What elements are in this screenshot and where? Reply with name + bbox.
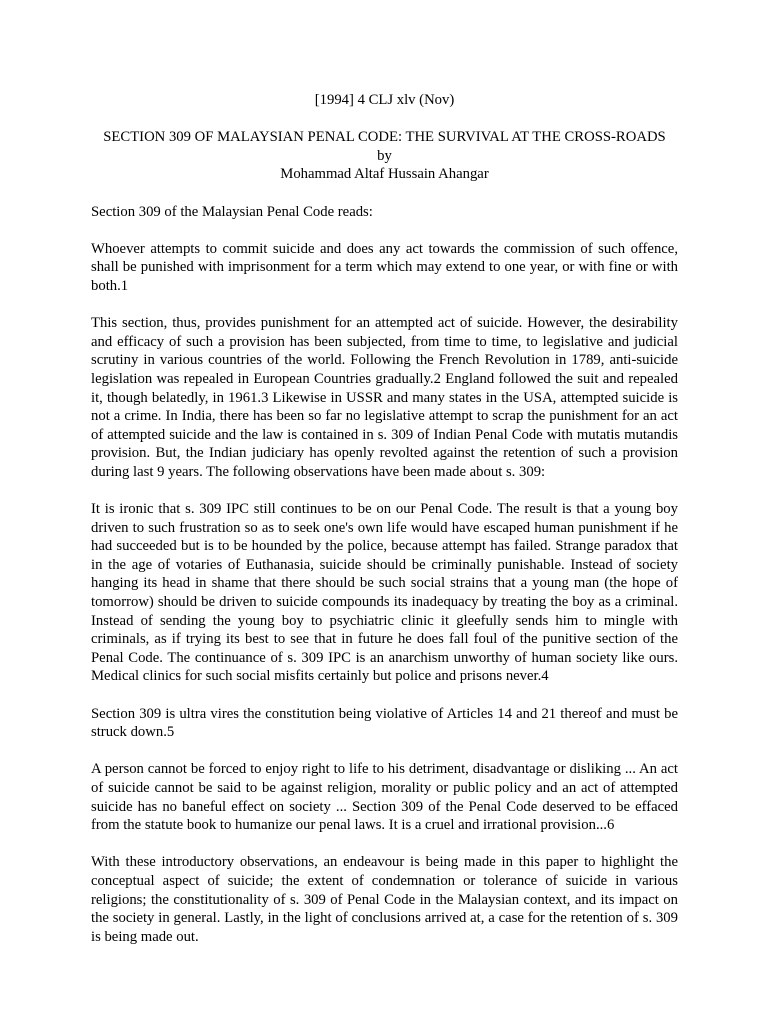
paragraph-quoted-section: Whoever attempts to commit suicide and does any act towards the commission of such offence, shall be punished with imprisonment for a term which may extend to one year, or with fine or with both.1 [91,240,678,294]
paragraph-quote-irony: It is ironic that s. 309 IPC still continues to be on our Penal Code. The result is that a young boy driven to such frustration so as to seek one's own life would have escaped human punishment if he had succeeded but is to be hounded by the police, because attempt has failed. Strange paradox that in the age of votaries of Euthanasia, suicide should be criminally punishable. Instead of society hanging its head in shame that there should be such social strains that a young man (the hope of tomorrow) should be driven to suicide compounds its inadequacy by treating the boy as a criminal. Instead of sending the young boy to psychiatric clinic it gleefully sends him to mingle with criminals, as if trying its best to see that in future he does fall foul of the punitive section of the Penal Code. The continuance of s. 309 IPC is an anarchism unworthy of human society like ours. Medical clinics for such social misfits certainly but police and prisons never.4 [91,501,678,685]
title-block [91,128,678,184]
document-content [91,91,678,965]
paragraph-background: This section, thus, provides punishment for an attempted act of suicide. However, the desirability and efficacy of such a provision has been subjected, from time to time, to legislative and judicial scrutiny in various countries of the world. Following the French Revolution in 1789, anti-suicide legislation was repealed in European Countries gradually.2 England followed the suit and repealed it, though belatedly, in 1961.3 Likewise in USSR and many states in the USA, attempted suicide is not a crime. In India, there has been so far no legislative attempt to scrap the punishment for an act of attempted suicide and the law is contained in s. 309 of Indian Penal Code with mutatis mutandis provision. But, the Indian judiciary has openly revolted against the retention of such a provision during last 9 years. The following observations have been made about s. 309: [91,315,678,480]
citation: [1994] 4 CLJ xlv (Nov) [314,92,455,108]
byline-by: by [377,147,392,164]
paragraph-quote-ultra-vires: Section 309 is ultra vires the constitution being violative of Articles 14 and 21 thereof and must be struck down.5 [91,705,678,741]
paragraph-quote-right-to-life: A person cannot be forced to enjoy right to life to his detriment, disadvantage or disliking ... An act of suicide cannot be said to be against religion, morality or public policy and an act of attempted suicide has no baneful effect on society ... Section 309 of the Penal Code deserved to be effaced from the statute book to humanize our penal laws. It is a cruel and irrational provision...6 [91,761,678,834]
article-title: SECTION 309 OF MALAYSIAN PENAL CODE: THE SURVIVAL AT THE CROSS-ROADS [103,129,666,146]
author-name: Mohammad Altaf Hussain Ahangar [280,166,489,183]
paragraph-conclusion: With these introductory observations, an endeavour is being made in this paper to highlight the conceptual aspect of suicide; the extent of condemnation or tolerance of suicide in various religions; the constitutionality of s. 309 of Penal Code in the Malaysian context, and its impact on the society in general. Lastly, in the light of conclusions arrived at, a case for the retention of s. 309 is being made out. [91,854,678,945]
paragraph-intro: Section 309 of the Malaysian Penal Code reads: [91,203,373,220]
